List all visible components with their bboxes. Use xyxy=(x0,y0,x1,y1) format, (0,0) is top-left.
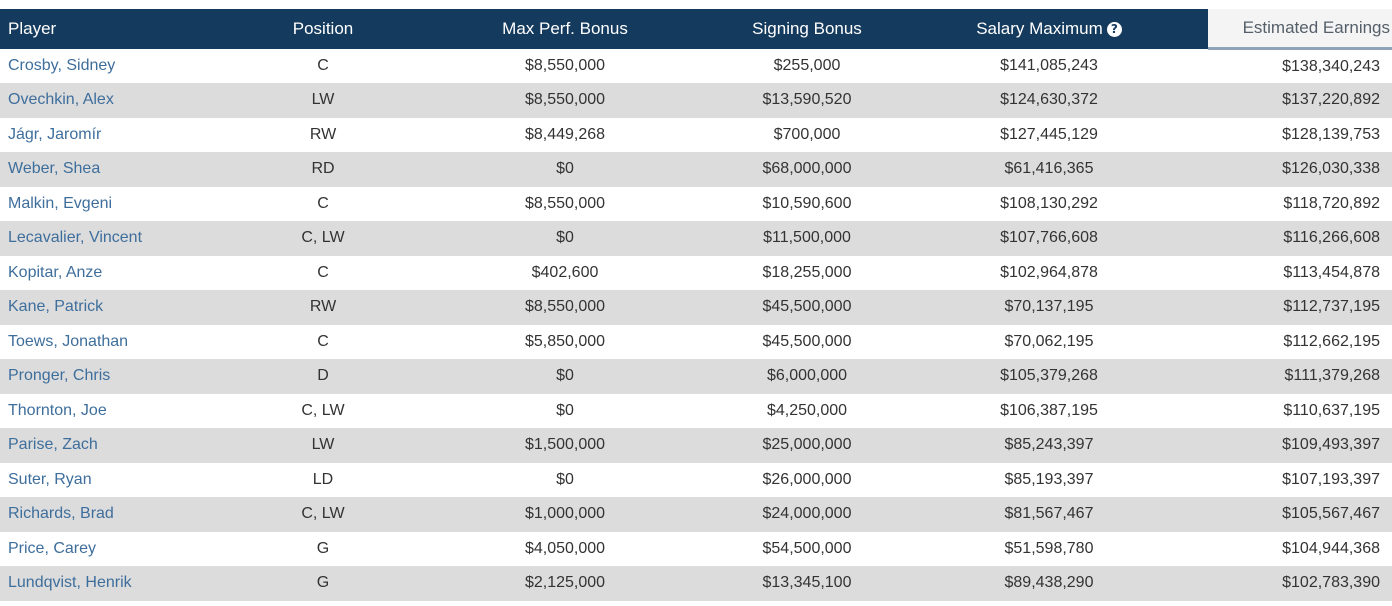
header-estimated-earnings[interactable]: Estimated Earnings xyxy=(1208,9,1392,49)
player-link[interactable]: Richards, Brad xyxy=(8,505,114,523)
cell-max-perf-bonus: $4,050,000 xyxy=(524,539,606,557)
cell-salary-maximum: $108,130,292 xyxy=(1000,194,1098,212)
cell-player xyxy=(0,49,240,84)
cell-salary-maximum: $81,567,467 xyxy=(1004,505,1094,523)
player-link[interactable]: Kopitar, Anze xyxy=(8,263,103,281)
cell-signing-bonus: $54,500,000 xyxy=(762,539,852,557)
cell-signing-bonus: $4,250,000 xyxy=(766,401,848,419)
header-salary-maximum-label: Salary Maximum xyxy=(976,18,1103,38)
table-body xyxy=(0,49,1392,601)
cell-signing-bonus: $6,000,000 xyxy=(766,367,848,385)
cell-max-perf-bonus: $2,125,000 xyxy=(524,574,606,592)
table-row xyxy=(0,394,1392,429)
cell-position: G xyxy=(316,574,330,592)
cell-estimated-earnings: $118,720,892 xyxy=(1283,194,1380,212)
cell-signing-bonus: $255,000 xyxy=(773,56,841,74)
cell-max-perf-bonus: $0 xyxy=(556,367,574,385)
cell-salary-maximum: $51,598,780 xyxy=(1004,539,1094,557)
cell-player xyxy=(0,118,240,153)
header-max-perf-bonus[interactable]: Max Perf. Bonus xyxy=(502,18,628,38)
cell-player xyxy=(0,566,240,601)
table-header xyxy=(0,9,1392,49)
player-link[interactable]: Weber, Shea xyxy=(8,160,101,178)
cell-max-perf-bonus: $5,850,000 xyxy=(524,332,606,350)
cell-position: RW xyxy=(309,125,337,143)
cell-estimated-earnings: $104,944,368 xyxy=(1282,539,1380,557)
cell-max-perf-bonus: $0 xyxy=(556,401,574,419)
cell-salary-maximum: $106,387,195 xyxy=(1000,401,1098,419)
table-row xyxy=(0,463,1392,498)
cell-position: C xyxy=(317,194,329,212)
cell-estimated-earnings: $102,783,390 xyxy=(1282,574,1380,592)
header-salary-maximum[interactable] xyxy=(890,9,1208,49)
cell-player xyxy=(0,152,240,187)
cell-position: C, LW xyxy=(301,505,345,523)
cell-signing-bonus: $26,000,000 xyxy=(762,470,852,488)
cell-estimated-earnings: $113,454,878 xyxy=(1283,263,1380,281)
cell-player xyxy=(0,325,240,360)
table-row xyxy=(0,497,1392,532)
table-row xyxy=(0,256,1392,291)
cell-player xyxy=(0,83,240,118)
cell-salary-maximum: $107,766,608 xyxy=(1000,229,1098,247)
cell-position: C, LW xyxy=(301,229,345,247)
cell-max-perf-bonus: $1,000,000 xyxy=(524,505,606,523)
table-row xyxy=(0,118,1392,153)
cell-player xyxy=(0,497,240,532)
table-row xyxy=(0,290,1392,325)
table-row xyxy=(0,221,1392,256)
cell-position: RD xyxy=(311,160,335,178)
cell-estimated-earnings: $109,493,397 xyxy=(1282,436,1380,454)
cell-estimated-earnings: $116,266,608 xyxy=(1283,229,1380,247)
cell-estimated-earnings: $137,220,892 xyxy=(1282,91,1380,109)
table-row xyxy=(0,532,1392,567)
table-row xyxy=(0,152,1392,187)
cell-salary-maximum: $70,062,195 xyxy=(1004,332,1094,350)
player-link[interactable]: Suter, Ryan xyxy=(8,470,92,488)
cell-max-perf-bonus: $8,550,000 xyxy=(524,194,606,212)
cell-salary-maximum: $85,193,397 xyxy=(1004,470,1094,488)
cell-signing-bonus: $18,255,000 xyxy=(762,263,852,281)
player-link[interactable]: Kane, Patrick xyxy=(8,298,104,316)
table-row xyxy=(0,428,1392,463)
cell-position: C xyxy=(317,263,329,281)
cell-player xyxy=(0,290,240,325)
player-link[interactable]: Lundqvist, Henrik xyxy=(8,574,132,592)
table-row xyxy=(0,359,1392,394)
earnings-table xyxy=(0,9,1392,601)
player-link[interactable]: Price, Carey xyxy=(8,539,97,557)
cell-player xyxy=(0,394,240,429)
cell-max-perf-bonus: $0 xyxy=(556,229,574,247)
cell-player xyxy=(0,463,240,498)
cell-max-perf-bonus: $0 xyxy=(556,160,574,178)
cell-signing-bonus: $10,590,600 xyxy=(762,194,852,212)
cell-max-perf-bonus: $0 xyxy=(556,470,574,488)
header-signing-bonus[interactable]: Signing Bonus xyxy=(752,18,862,38)
player-link[interactable]: Pronger, Chris xyxy=(8,367,111,385)
player-link[interactable]: Lecavalier, Vincent xyxy=(8,229,143,247)
cell-player xyxy=(0,187,240,222)
player-link[interactable]: Parise, Zach xyxy=(8,436,98,454)
cell-salary-maximum: $124,630,372 xyxy=(1000,91,1098,109)
cell-estimated-earnings: $126,030,338 xyxy=(1282,160,1380,178)
cell-salary-maximum: $141,085,243 xyxy=(1000,56,1098,74)
cell-player xyxy=(0,221,240,256)
cell-estimated-earnings: $128,139,753 xyxy=(1282,125,1380,143)
cell-max-perf-bonus: $1,500,000 xyxy=(524,436,606,454)
cell-max-perf-bonus: $8,449,268 xyxy=(524,125,606,143)
cell-estimated-earnings: $105,567,467 xyxy=(1282,505,1380,523)
cell-position: LW xyxy=(311,91,335,109)
player-link[interactable]: Thornton, Joe xyxy=(8,401,107,419)
top-spacer xyxy=(0,0,1392,9)
cell-signing-bonus: $700,000 xyxy=(773,125,841,143)
cell-max-perf-bonus: $8,550,000 xyxy=(524,56,606,74)
cell-salary-maximum: $85,243,397 xyxy=(1004,436,1094,454)
cell-salary-maximum: $127,445,129 xyxy=(1000,125,1098,143)
table-row xyxy=(0,49,1392,84)
header-position[interactable]: Position xyxy=(292,18,354,38)
player-link[interactable]: Ovechkin, Alex xyxy=(8,91,114,109)
cell-player xyxy=(0,256,240,291)
cell-player xyxy=(0,428,240,463)
cell-position: G xyxy=(316,539,330,557)
table-row xyxy=(0,83,1392,118)
cell-estimated-earnings: $112,662,195 xyxy=(1283,332,1380,350)
cell-player xyxy=(0,359,240,394)
player-link[interactable]: Malkin, Evgeni xyxy=(8,194,113,212)
cell-position: RW xyxy=(309,298,337,316)
cell-position: C xyxy=(317,56,329,74)
table-row xyxy=(0,325,1392,360)
cell-signing-bonus: $45,500,000 xyxy=(762,298,852,316)
cell-signing-bonus: $24,000,000 xyxy=(762,505,852,523)
cell-position: LD xyxy=(312,470,334,488)
header-row xyxy=(0,9,1392,49)
cell-position: C, LW xyxy=(301,401,345,419)
cell-signing-bonus: $13,590,520 xyxy=(762,91,852,109)
cell-signing-bonus: $45,500,000 xyxy=(762,332,852,350)
cell-estimated-earnings: $107,193,397 xyxy=(1282,470,1380,488)
cell-position: LW xyxy=(311,436,335,454)
cell-salary-maximum: $61,416,365 xyxy=(1004,160,1094,178)
cell-salary-maximum: $105,379,268 xyxy=(1000,367,1098,385)
cell-signing-bonus: $13,345,100 xyxy=(762,574,852,592)
cell-salary-maximum: $89,438,290 xyxy=(1004,574,1094,592)
cell-salary-maximum: $70,137,195 xyxy=(1004,298,1094,316)
cell-player xyxy=(0,532,240,567)
cell-estimated-earnings: $112,737,195 xyxy=(1283,298,1380,316)
cell-max-perf-bonus: $8,550,000 xyxy=(524,298,606,316)
cell-estimated-earnings: $138,340,243 xyxy=(1282,57,1380,75)
table-row xyxy=(0,187,1392,222)
cell-position: D xyxy=(317,367,329,385)
cell-max-perf-bonus: $8,550,000 xyxy=(524,91,606,109)
cell-salary-maximum: $102,964,878 xyxy=(1000,263,1098,281)
help-icon[interactable]: ? xyxy=(1107,22,1122,37)
cell-signing-bonus: $25,000,000 xyxy=(762,436,852,454)
cell-estimated-earnings: $111,379,268 xyxy=(1284,367,1380,385)
cell-signing-bonus: $68,000,000 xyxy=(762,160,852,178)
cell-position: C xyxy=(317,332,329,350)
cell-estimated-earnings: $110,637,195 xyxy=(1283,401,1380,419)
cell-signing-bonus: $11,500,000 xyxy=(763,229,851,247)
header-player[interactable]: Player xyxy=(8,18,57,38)
cell-max-perf-bonus: $402,600 xyxy=(531,263,599,281)
table-row xyxy=(0,566,1392,601)
player-link[interactable]: Jágr, Jaromír xyxy=(8,125,102,143)
player-link[interactable]: Toews, Jonathan xyxy=(8,332,129,350)
player-link[interactable]: Crosby, Sidney xyxy=(8,56,116,74)
